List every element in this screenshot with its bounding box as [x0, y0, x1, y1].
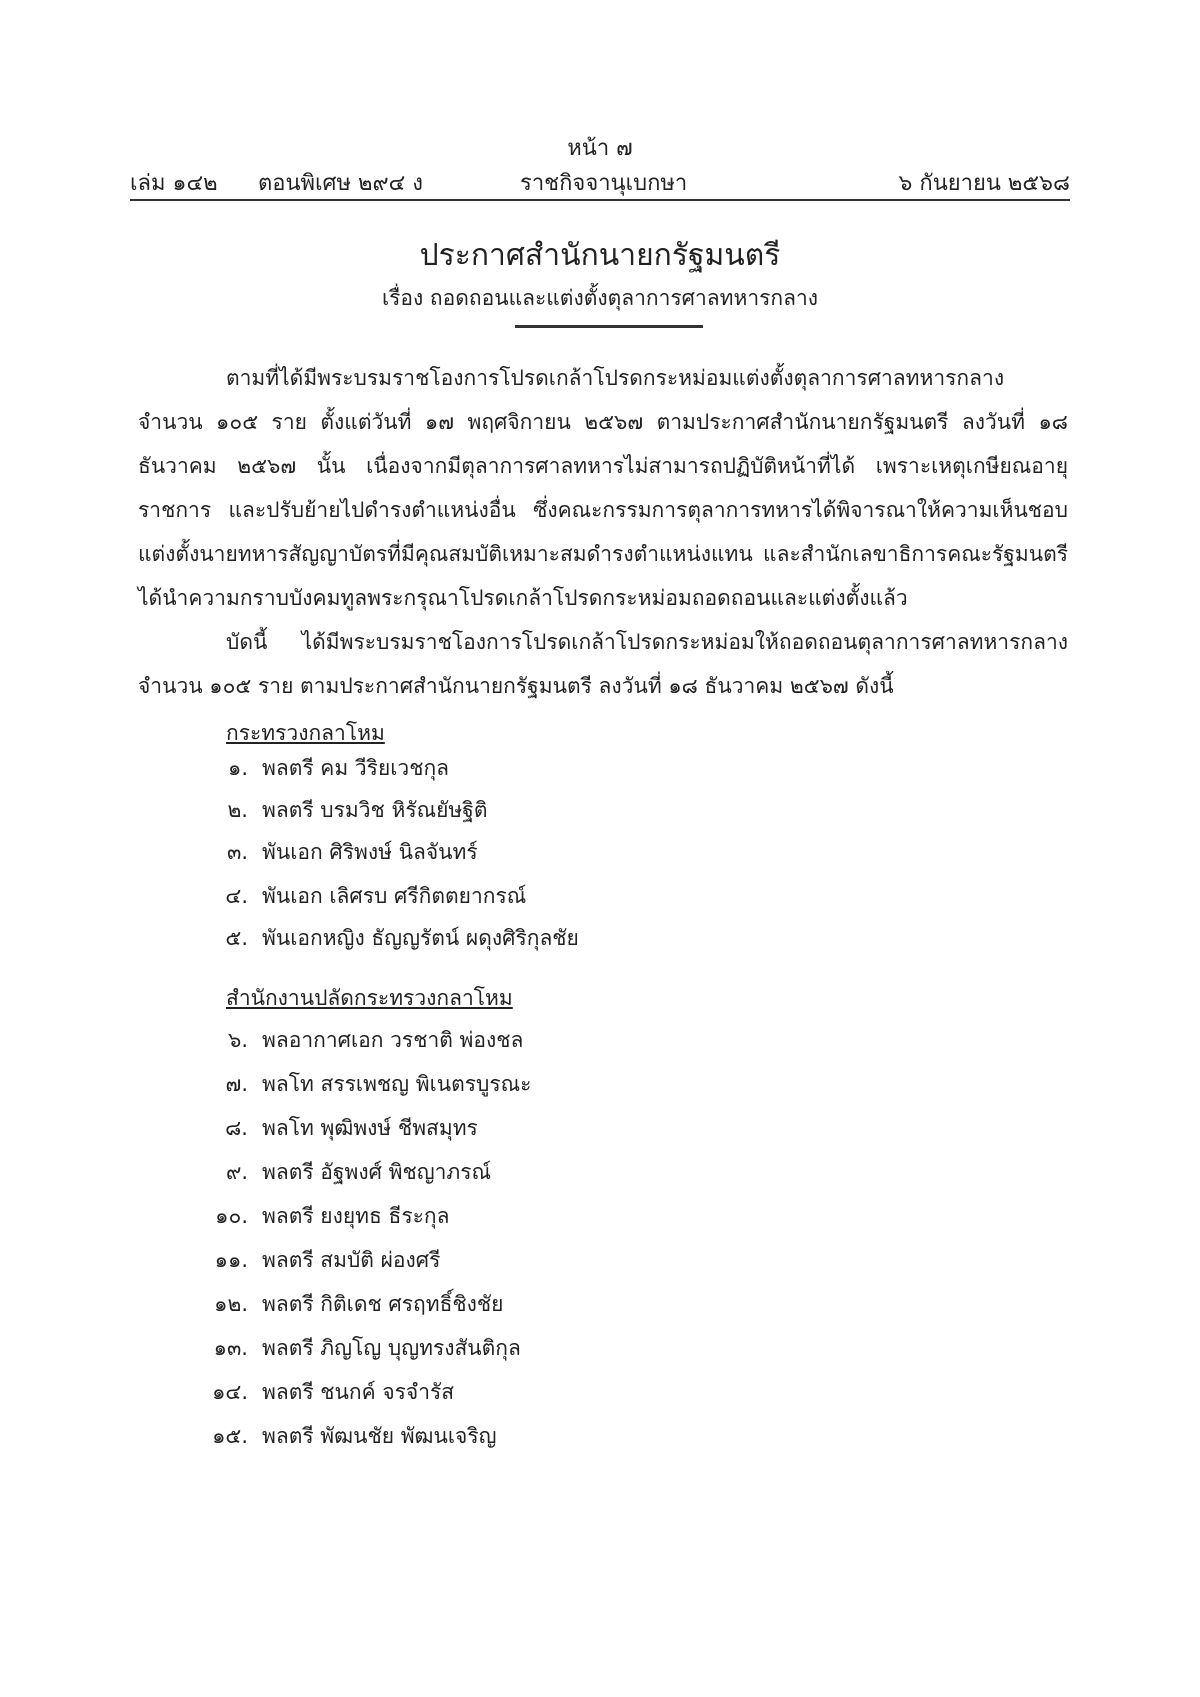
- body-paragraph-1: ตามที่ได้มีพระบรมราชโองการโปรดเกล้าโปรดกระหม่อมแต่งตั้งตุลาการศาลทหารกลาง จำนวน ๑๐๕ ราย ตั้งแต่วันที่ ๑๗ พฤศจิกายน ๒๕๖๗ ตามประกาศสำนักนายกรัฐมนตรี ลงวันที่ ๑๘ ธันวาคม ๒๕๖๗ นั้น เนื่องจากมีตุลาการศาลทหารไม่สามารถปฏิบัติหน้าที่ได้ เพราะเหตุเกษียณอายุราชการ และปรับย้ายไปดำรงตำแหน่งอื่น ซึ่งคณะกรรมการตุลาการทหารได้พิจารณาให้ความเห็นชอบแต่งตั้งนายทหารสัญญาบัตรที่มีคุณสมบัติเหมาะสมดำรงตำแหน่งแทน และสำนักเลขาธิการคณะรัฐมนตรีได้นำความกราบบังคมทูลพระกรุณาโปรดเกล้าโปรดกระหม่อมถอดถอนและแต่งตั้งแล้ว: [138, 366, 1068, 610]
- item-number: ๑๕.: [212, 1424, 248, 1448]
- item-name: พลตรี ภิญโญ บุญทรงสันติกุล: [262, 1336, 521, 1360]
- announcement-subject: เรื่อง ถอดถอนและแต่งตั้งตุลาการศาลทหารกลาง: [381, 286, 819, 310]
- item-name: พันเอก เลิศรบ ศรีกิตตยากรณ์: [262, 884, 527, 908]
- body-paragraph-2: บัดนี้ ได้มีพระบรมราชโองการโปรดเกล้าโปรดกระหม่อมให้ถอดถอนตุลาการศาลทหารกลาง จำนวน ๑๐๕ ราย ตามประกาศสำนักนายกรัฐมนตรี ลงวันที่ ๑๘ ธันวาคม ๒๕๖๗ ดังนี้: [138, 630, 1068, 698]
- announcement-title: ประกาศสำนักนายกรัฐมนตรี: [419, 238, 781, 273]
- item-number: ๔.: [225, 884, 248, 908]
- item-name: พลตรี กิติเดช ศรฤทธิ์ชิงชัย: [262, 1292, 504, 1316]
- list-item: [180, 922, 579, 958]
- list-item: [180, 1244, 440, 1280]
- list-item: [180, 1332, 521, 1368]
- title-divider: [515, 325, 703, 328]
- item-name: พลตรี บรมวิช หิรัณยัษฐิติ: [262, 798, 488, 822]
- list-item: [180, 1200, 449, 1236]
- item-name: พลโท สรรเพชญ พิเนตรบูรณะ: [262, 1072, 532, 1096]
- list-item: [180, 1156, 491, 1192]
- list-item: [180, 1068, 531, 1104]
- list-item: [180, 1420, 497, 1456]
- item-number: ๑๐.: [215, 1204, 248, 1228]
- item-name: พลตรี ยงยุทธ ธีระกุล: [262, 1204, 450, 1228]
- publication-date: ๖ กันยายน ๒๕๖๘: [898, 171, 1070, 196]
- page-number: หน้า ๗: [567, 136, 633, 161]
- item-name: พลตรี อัฐพงศ์ พิชญาภรณ์: [262, 1160, 491, 1184]
- item-number: ๕.: [225, 926, 248, 950]
- item-name: พลตรี ชนกค์ จรจำรัส: [262, 1380, 455, 1404]
- item-number: ๓.: [226, 840, 248, 864]
- gazette-header: [130, 165, 1070, 195]
- list-item: [180, 836, 478, 872]
- item-name: พลอากาศเอก วรชาติ พ่องชล: [262, 1028, 524, 1052]
- volume-label: เล่ม ๑๔๒: [130, 171, 218, 196]
- item-number: ๑๔.: [212, 1380, 248, 1404]
- section-heading-defence-ministry: กระทรวงกลาโหม: [226, 721, 385, 745]
- item-name: พลตรี พัฒนชัย พัฒนเจริญ: [262, 1424, 497, 1448]
- list-item: [180, 1288, 503, 1324]
- item-number: ๒.: [227, 798, 248, 822]
- list-item: [180, 1376, 454, 1412]
- list-item: [180, 880, 526, 916]
- item-number: ๖.: [227, 1028, 248, 1052]
- item-name: พันเอกหญิง ธัญญรัตน์ ผดุงศิริกุลชัย: [262, 926, 579, 950]
- item-number: ๑๒.: [214, 1292, 248, 1316]
- list-item: [180, 794, 487, 830]
- gazette-name: ราชกิจจานุเบกษา: [520, 171, 688, 196]
- item-number: ๙.: [225, 1160, 248, 1184]
- list-item: [180, 1024, 523, 1060]
- item-name: พลตรี คม วีริยเวชกุล: [262, 756, 450, 780]
- item-number: ๑.: [227, 756, 248, 780]
- list-item: [180, 1112, 478, 1148]
- list-item: [180, 752, 449, 788]
- item-number: ๑๓.: [213, 1336, 248, 1360]
- section-heading-permanent-secretary-office: สำนักงานปลัดกระทรวงกลาโหม: [226, 986, 513, 1010]
- header-divider: [130, 199, 1070, 201]
- item-number: ๘.: [225, 1116, 248, 1140]
- item-name: พันเอก ศิริพงษ์ นิลจันทร์: [262, 840, 478, 864]
- item-name: พลโท พุฒิพงษ์ ชีพสมุทร: [262, 1116, 478, 1140]
- item-name: พลตรี สมบัติ ผ่องศรี: [262, 1248, 441, 1272]
- item-number: ๑๑.: [214, 1248, 248, 1272]
- item-number: ๗.: [225, 1072, 248, 1096]
- issue-label: ตอนพิเศษ ๒๙๔ ง: [258, 171, 424, 196]
